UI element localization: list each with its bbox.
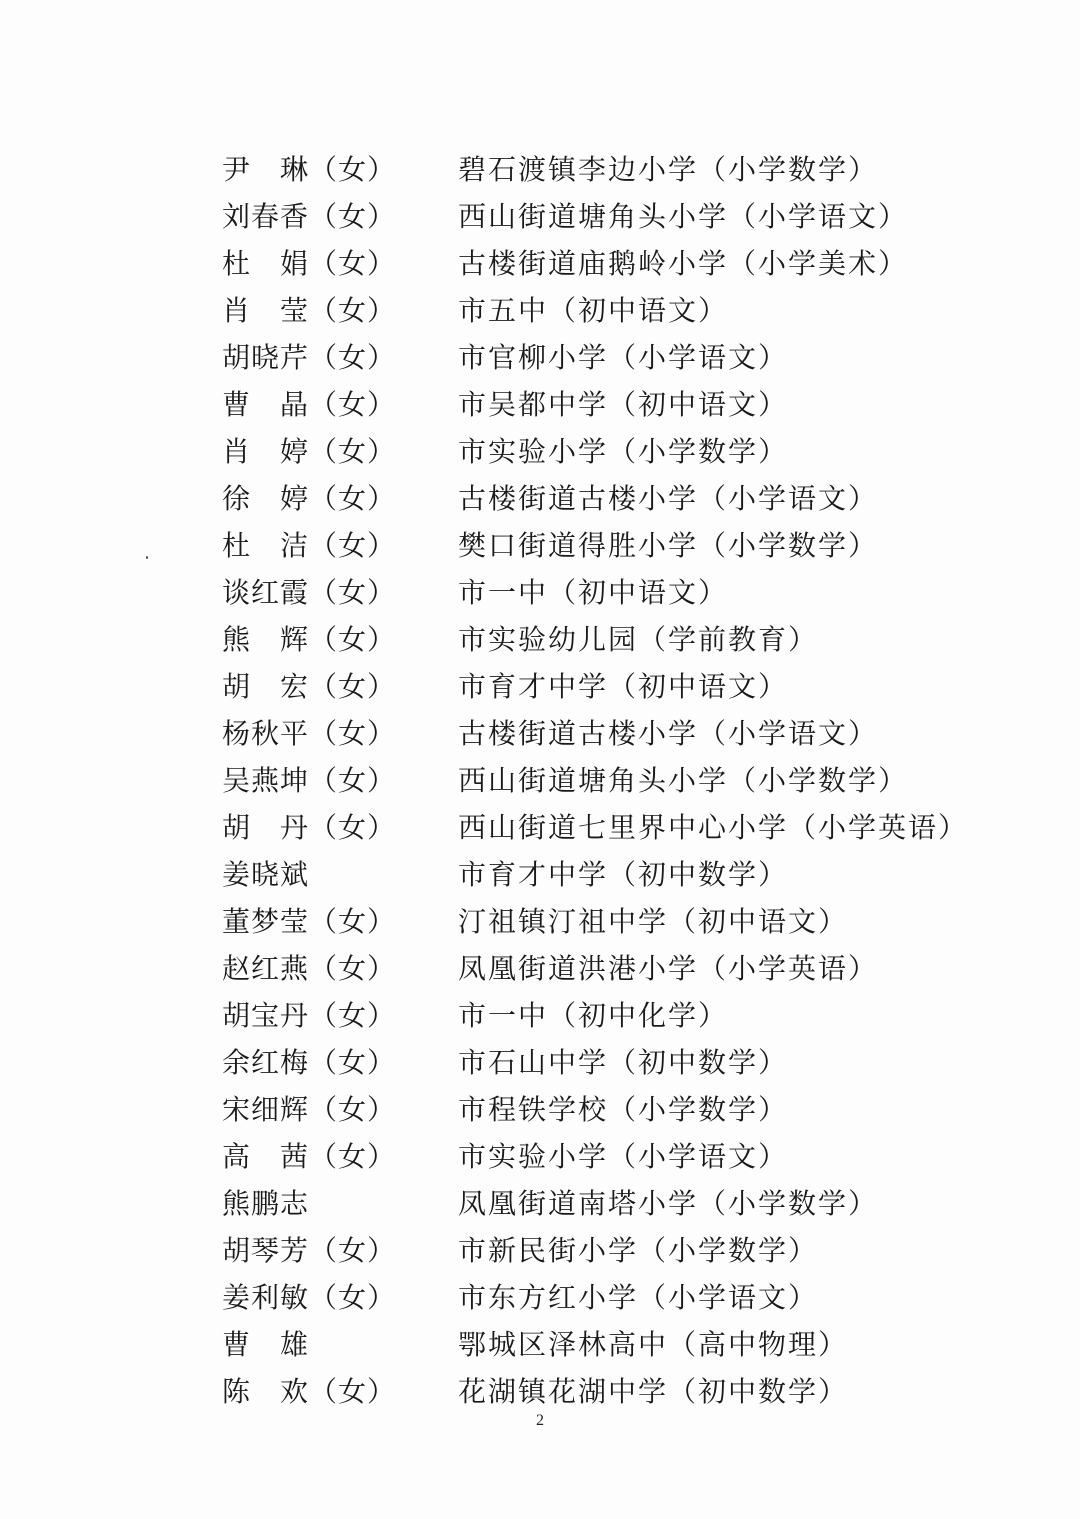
school-subject: 市一中（初中语文） (458, 576, 729, 609)
teacher-name: 徐 婷（女） (222, 482, 397, 515)
list-item (222, 1227, 982, 1274)
teacher-name: 肖 莹（女） (222, 294, 397, 327)
school-subject: 花湖镇花湖中学（初中数学） (458, 1375, 849, 1408)
school-subject: 市官柳小学（小学语文） (458, 341, 789, 374)
teacher-name: 谈红霞（女） (222, 576, 397, 609)
list-item (222, 240, 982, 287)
teacher-name: 杜 娟（女） (222, 247, 397, 280)
teacher-name: 熊 辉（女） (222, 623, 397, 656)
school-subject: 市一中（初中化学） (458, 999, 729, 1032)
school-subject: 凤凰街道洪港小学（小学英语） (458, 952, 879, 985)
school-subject: 古楼街道古楼小学（小学语文） (458, 482, 879, 515)
school-subject: 市育才中学（初中数学） (458, 858, 789, 891)
list-item (222, 1039, 982, 1086)
school-subject: 西山街道七里界中心小学（小学英语） (458, 811, 969, 844)
list-item (222, 334, 982, 381)
school-subject: 碧石渡镇李边小学（小学数学） (458, 153, 879, 186)
list-item (222, 146, 982, 193)
school-subject: 鄂城区泽林高中（高中物理） (458, 1328, 849, 1361)
school-subject: 市实验幼儿园（学前教育） (458, 623, 819, 656)
teacher-name: 刘春香（女） (222, 200, 397, 233)
teacher-name: 杨秋平（女） (222, 717, 397, 750)
list-item (222, 851, 982, 898)
school-subject: 古楼街道古楼小学（小学语文） (458, 717, 879, 750)
teacher-name: 肖 婷（女） (222, 435, 397, 468)
school-subject: 汀祖镇汀祖中学（初中语文） (458, 905, 849, 938)
teacher-name: 杜 洁（女） (222, 529, 397, 562)
teacher-name: 陈 欢（女） (222, 1375, 397, 1408)
list-item (222, 804, 982, 851)
list-item (222, 710, 982, 757)
school-subject: 市吴都中学（初中语文） (458, 388, 789, 421)
teacher-name: 曹 雄 (222, 1328, 310, 1361)
teacher-name: 胡琴芳（女） (222, 1234, 397, 1267)
list-item (222, 616, 982, 663)
teacher-name: 尹 琳（女） (222, 153, 397, 186)
list-item (222, 1180, 982, 1227)
teacher-name: 熊鹏志 (222, 1187, 310, 1220)
list-item (222, 1321, 982, 1368)
school-subject: 市实验小学（小学语文） (458, 1140, 789, 1173)
school-subject: 市东方红小学（小学语文） (458, 1281, 819, 1314)
list-item (222, 287, 982, 334)
list-item (222, 522, 982, 569)
school-subject: 市五中（初中语文） (458, 294, 729, 327)
list-item (222, 193, 982, 240)
school-subject: 市新民街小学（小学数学） (458, 1234, 819, 1267)
teacher-name: 胡 宏（女） (222, 670, 397, 703)
list-item (222, 1133, 982, 1180)
school-subject: 市程铁学校（小学数学） (458, 1093, 789, 1126)
list-item (222, 757, 982, 804)
teacher-name: 胡 丹（女） (222, 811, 397, 844)
teacher-name: 余红梅（女） (222, 1046, 397, 1079)
list-item (222, 475, 982, 522)
list-item (222, 569, 982, 616)
teacher-name: 吴燕坤（女） (222, 764, 397, 797)
school-subject: 西山街道塘角头小学（小学语文） (458, 200, 909, 233)
list-item (222, 428, 982, 475)
list-item (222, 945, 982, 992)
teacher-name: 高 茜（女） (222, 1140, 397, 1173)
school-subject: 市育才中学（初中语文） (458, 670, 789, 703)
scan-speck (146, 556, 148, 559)
list-item (222, 898, 982, 945)
school-subject: 凤凰街道南塔小学（小学数学） (458, 1187, 879, 1220)
school-subject: 樊口街道得胜小学（小学数学） (458, 529, 879, 562)
school-subject: 古楼街道庙鹅岭小学（小学美术） (458, 247, 909, 280)
page-number: 2 (536, 1412, 544, 1429)
teacher-name: 董梦莹（女） (222, 905, 397, 938)
school-subject: 市石山中学（初中数学） (458, 1046, 789, 1079)
teacher-name: 姜晓斌 (222, 858, 310, 891)
school-subject: 西山街道塘角头小学（小学数学） (458, 764, 909, 797)
teacher-name: 赵红燕（女） (222, 952, 397, 985)
teacher-name: 宋细辉（女） (222, 1093, 397, 1126)
teacher-name: 姜利敏（女） (222, 1281, 397, 1314)
school-subject: 市实验小学（小学数学） (458, 435, 789, 468)
list-item (222, 381, 982, 428)
teacher-list (222, 146, 982, 1415)
teacher-name: 胡宝丹（女） (222, 999, 397, 1032)
list-item (222, 663, 982, 710)
teacher-name: 曹 晶（女） (222, 388, 397, 421)
list-item (222, 1274, 982, 1321)
list-item (222, 992, 982, 1039)
list-item (222, 1368, 982, 1415)
teacher-name: 胡晓芹（女） (222, 341, 397, 374)
list-item (222, 1086, 982, 1133)
